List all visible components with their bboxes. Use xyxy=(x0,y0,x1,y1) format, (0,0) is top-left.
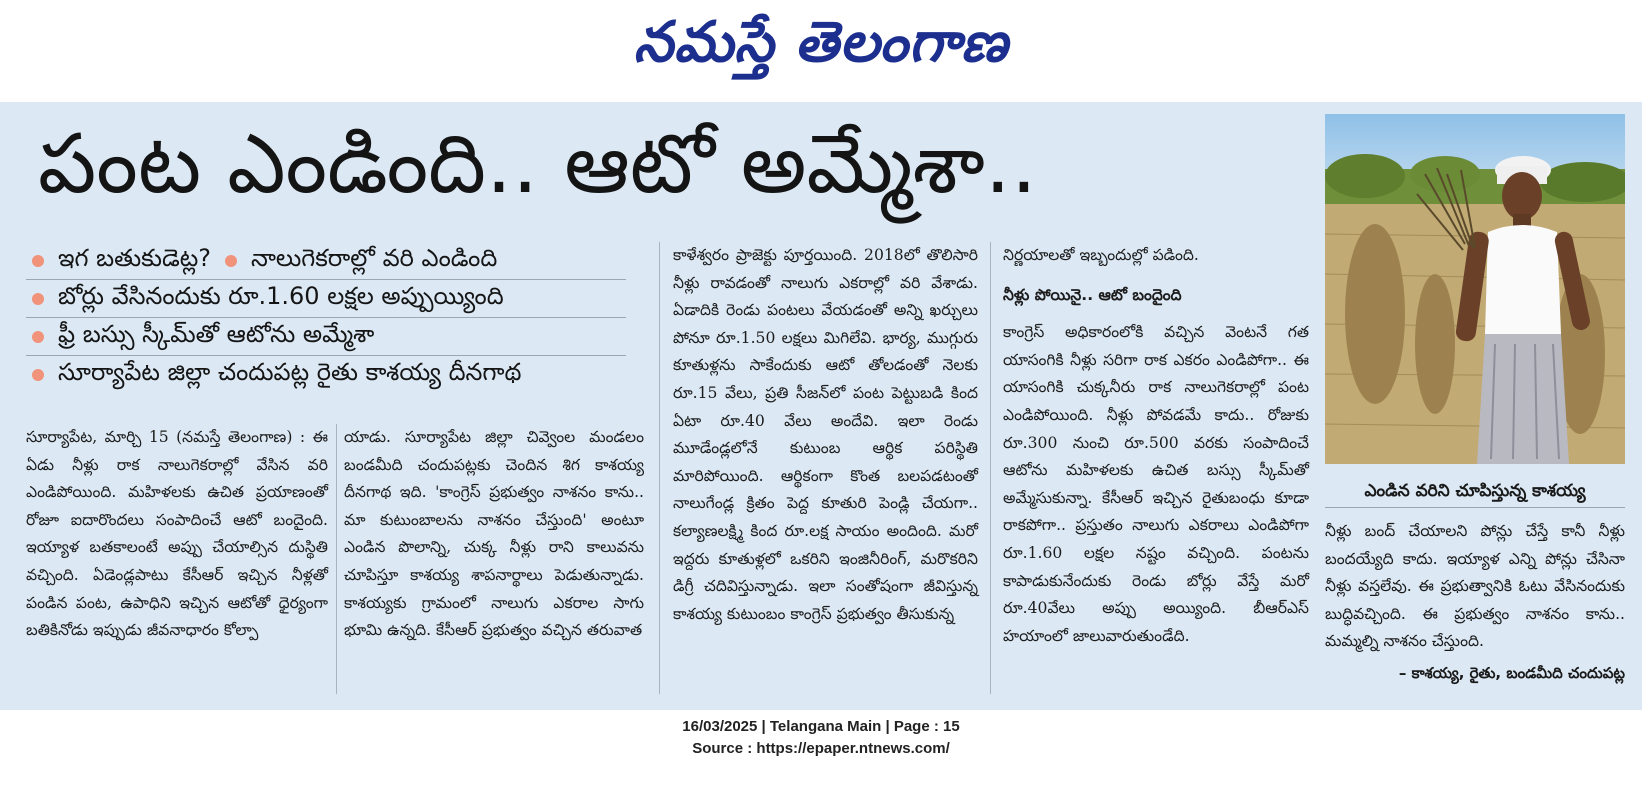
highlight-bullets xyxy=(26,242,626,394)
bullet-text: ఇగ బతుకుడెట్ల? xyxy=(58,243,211,272)
column-text: సూర్యాపేట, మార్చి 15 (నమస్తే తెలంగాణ) : ఈ ఏడు నీళ్లు రాక నాలుగెకరాల్లో వేసిన వరి ఎండిపోయింది. మహిళలకు ఉచిత ప్రయాణంతో రోజూ ఐదారొందలు సంపాదించే ఆటో బందైంది. ఇయ్యాళ బతకాలంటే అప్పు చేయాల్సిన దుస్థితి వచ్చింది. ఏడెండ్లపాటు కేసీఆర్ ఇచ్చిన నీళ్లతో పండిన పంట, ఉపాధిని ఇచ్చిన ఆటోతో ధైర్యంగా బతికినోడు ఇప్పుడు జీవనాధారం కోల్పా xyxy=(26,428,328,640)
farmer-photo xyxy=(1325,114,1625,464)
photo-caption: ఎండిన వరిని చూపిస్తున్న కాశయ్య xyxy=(1325,474,1625,508)
article-column-4 xyxy=(1003,242,1309,650)
source-url: Source : https://epaper.ntnews.com/ xyxy=(692,740,950,757)
bullet-line-3 xyxy=(26,318,626,356)
bullet-dot-icon xyxy=(32,293,44,305)
bullet-line-4 xyxy=(26,356,626,394)
column-divider xyxy=(990,242,991,694)
article-column-3 xyxy=(673,242,978,628)
article-clipping xyxy=(0,102,1642,710)
column-text: యాడు. సూర్యాపేట జిల్లా చివ్వెంల మండలం బండమీది చందుపట్లకు చెందిన శిగ కాశయ్య దీనగాథ ఇది. 'కాంగ్రెస్ ప్రభుత్వం నాశనం కాను.. మా కుటుంబాలను నాశనం చేస్తుంది' అంటూ ఎండిన పొలాన్ని, చుక్క నీళ్లు రాని కాలువను చూపిస్తూ కాశయ్య శాపనార్థాలు పెడుతున్నాడు. కాశయ్యకు గ్రామంలో నాలుగు ఎకరాల సాగు భూమి ఉన్నది. కేసీఆర్ ప్రభుత్వం వచ్చిన తరువాత xyxy=(344,428,644,640)
bullet-dot-icon xyxy=(225,255,237,267)
newspaper-logo: నమస్తే తెలంగాణ xyxy=(633,9,1009,75)
column-text: నిర్ణయాలతో ఇబ్బందుల్లో పడింది. xyxy=(1003,246,1199,264)
bullet-line-2 xyxy=(26,280,626,318)
farmer-quote xyxy=(1325,518,1625,688)
bullet-dot-icon xyxy=(32,255,44,267)
article-column-1 xyxy=(26,424,328,645)
bullet-dot-icon xyxy=(32,369,44,381)
column-divider xyxy=(659,242,660,694)
column-text: కాంగ్రెస్ అధికారంలోకి వచ్చిన వెంటనే గత యాసంగికి నీళ్లు సరిగా రాక ఎకరం ఎండిపోగా.. ఈ యాసంగికి చుక్కనీరు రాక నాలుగెకరాల్లో పంట ఎండిపోయింది. నీళ్లు పోవడమే కాదు.. రోజుకు రూ.300 నుంచి రూ.500 వరకు సంపాదించే ఆటోను మహిళలకు ఉచిత బస్సు స్కీమ్‌తో అమ్మేసుకున్నా. కేసీఆర్ ఇచ్చిన రైతుబంధు కూడా రాకపోగా.. ప్రస్తుతం నాలుగు ఎకరాలు ఎండిపోగా రూ.1.60 లక్షల నష్టం వచ్చింది. పంటను కాపాడుకునేందుకు రెండు బోర్లు వేస్తే మరో రూ.40వేలు అప్పు అయ్యింది. బీఆర్ఎస్ హయాంలో జాలువారుతుండేది. xyxy=(1003,323,1309,645)
article-headline: పంట ఎండింది.. ఆటో అమ్మేశా.. xyxy=(38,117,1037,212)
source-footer xyxy=(0,716,1642,760)
bullet-text: ఫ్రీ బస్సు స్కీమ్‌తో ఆటోను అమ్మేశా xyxy=(58,319,375,348)
bullet-text: నాలుగెకరాల్లో వరి ఎండింది xyxy=(251,243,498,272)
bullet-text: సూర్యాపేట జిల్లా చందుపట్ల రైతు కాశయ్య దీనగాథ xyxy=(58,358,522,386)
quote-text: నీళ్లు బంద్ చేయాలని పోన్లు చేస్తే కానీ నీళ్లు బందయ్యేది కాదు. ఇయ్యాళ ఎన్ని పోన్లు చేసినా నీళ్లు వస్తలేవు. ఈ ప్రభుత్వానికి ఓటు వేసినందుకు బుద్ధివచ్చింది. ఈ ప్రభుత్వం నాశనం కాను.. మమ్మల్ని నాశనం చేస్తుంది. xyxy=(1325,522,1625,651)
bullet-line-1 xyxy=(26,242,626,280)
article-column-2 xyxy=(344,424,644,645)
article-subheading: నీళ్లు పోయినై.. ఆటో బందైంది xyxy=(1003,285,1182,304)
edition-date-page: 16/03/2025 | Telangana Main | Page : 15 xyxy=(682,718,960,735)
farmer-in-dry-field-image xyxy=(1325,114,1625,464)
column-text: కాళేశ్వరం ప్రాజెక్టు పూర్తయింది. 2018లో తొలిసారి నీళ్లు రావడంతో నాలుగు ఎకరాల్లో వరి వేశాడు. ఏడాదికి రెండు పంటలు వేయడంతో అన్ని ఖర్చులు పోనూ రూ.1.50 లక్షలు మిగిలేవి. భార్య, ముగ్గురు కూతుళ్లను సాకేందుకు ఆటో తోలడంతో నెలకు రూ.15 వేలు, ప్రతి సీజన్‌లో పంట పెట్టుబడి కింద ఏటా రూ.40 వేలు అందేవి. ఇలా రెండు మూడేండ్లలోనే కుటుంబ ఆర్థిక పరిస్థితి మారిపోయింది. ఆర్థికంగా కొంత బలపడటంతో నాలుగేండ్ల క్రితం పెద్ద కూతురి పెండ్లి చేయగా.. కల్యాణలక్ష్మి కింద రూ.లక్ష సాయం అందింది. మరో ఇద్దరు కూతుళ్లలో ఒకరిని ఇంజినీరింగ్, మరొకరిని డిగ్రీ చదివిస్తున్నాడు. ఇలా సంతోషంగా జీవిస్తున్న కాశయ్య కుటుంబం కాంగ్రెస్ ప్రభుత్వం తీసుకున్న xyxy=(673,246,978,623)
bullet-text: బోర్లు వేసినందుకు రూ.1.60 లక్షల అప్పుయ్యింది xyxy=(58,281,504,310)
bullet-dot-icon xyxy=(32,331,44,343)
masthead xyxy=(0,0,1642,100)
column-divider xyxy=(336,424,337,694)
quote-attribution: – కాశయ్య, రైతు, బండమీది చందుపట్ల xyxy=(1398,663,1625,682)
